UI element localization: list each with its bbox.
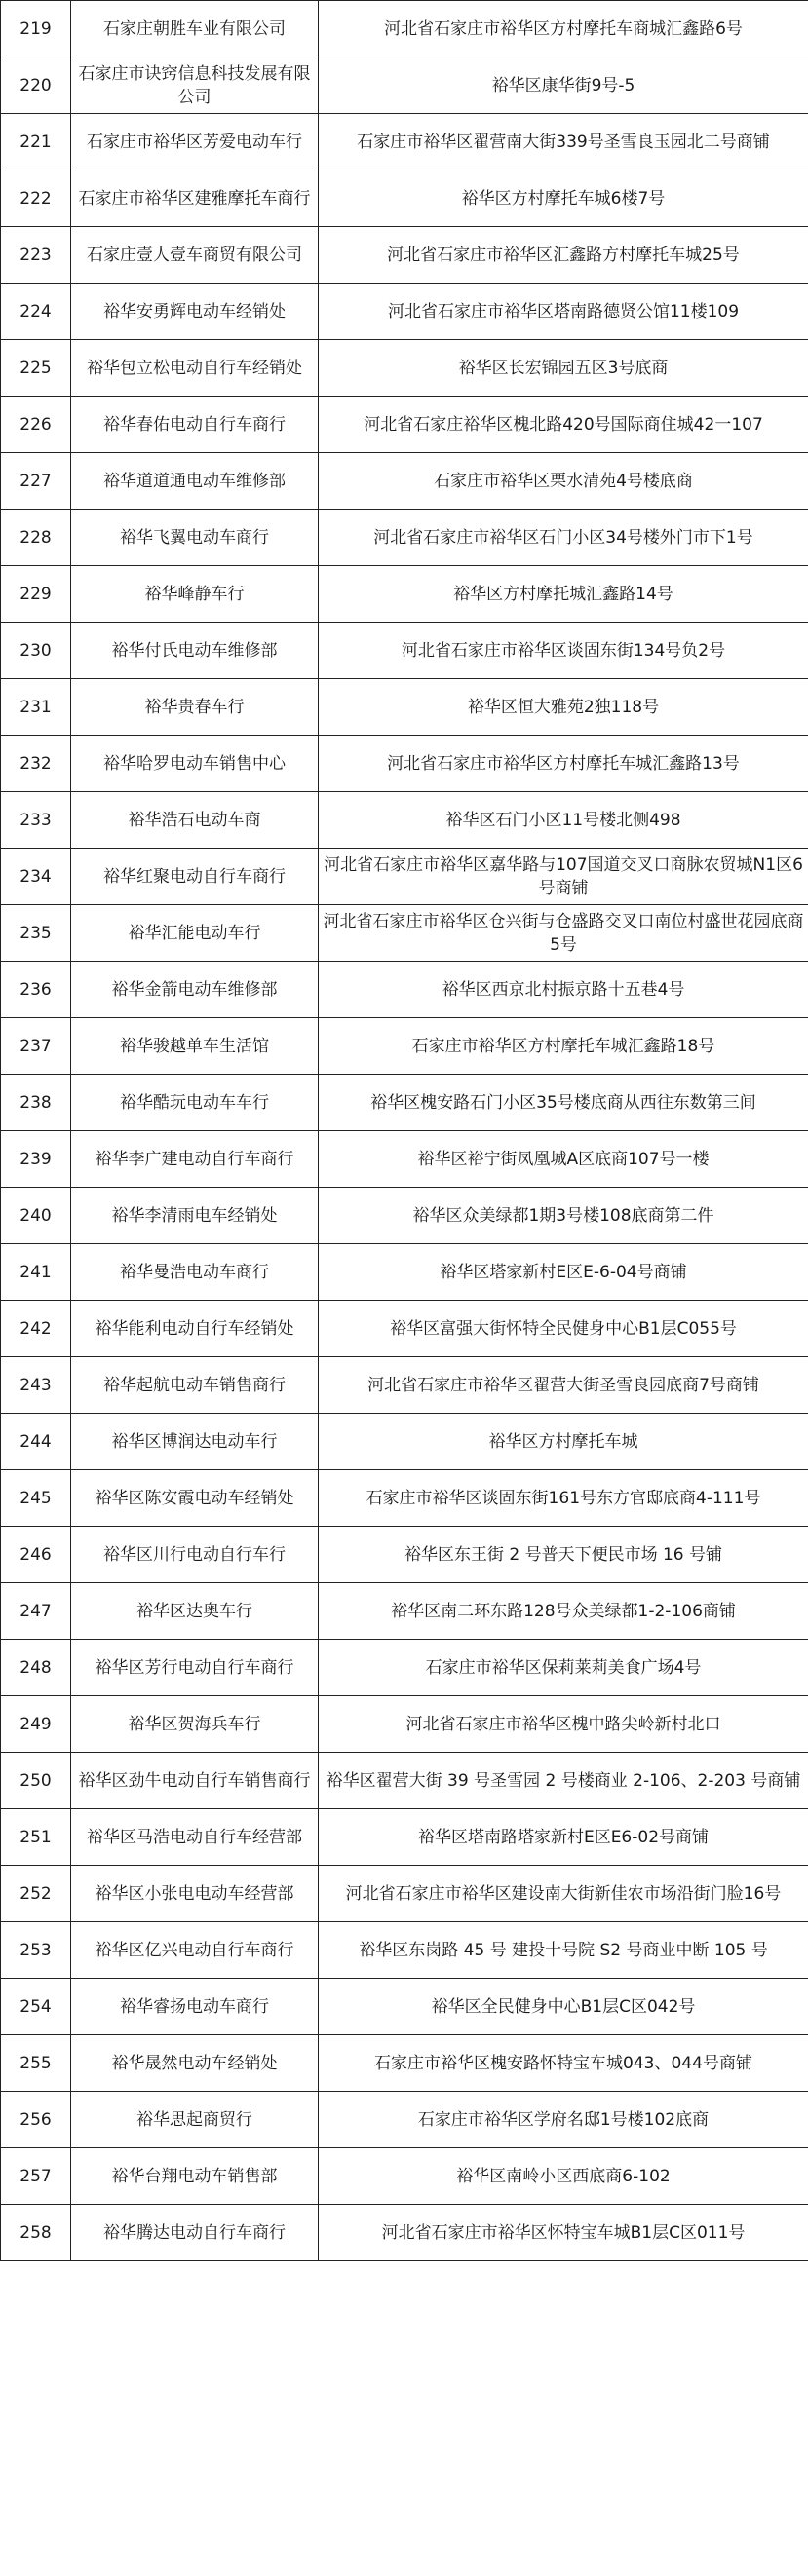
table-row [1, 1696, 808, 1753]
row-number: 247 [1, 1583, 71, 1640]
business-address: 石家庄市裕华区方村摩托车城汇鑫路18号 [319, 1018, 808, 1075]
business-name: 裕华道道通电动车维修部 [71, 453, 319, 510]
table-row [1, 397, 808, 453]
business-address: 河北省石家庄市裕华区仓兴街与仓盛路交叉口南位村盛世花园底商5号 [319, 905, 808, 962]
business-name: 裕华金箭电动车维修部 [71, 962, 319, 1018]
business-name: 裕华付氏电动车维修部 [71, 623, 319, 679]
table-row [1, 905, 808, 962]
business-address: 裕华区方村摩托城汇鑫路14号 [319, 566, 808, 623]
business-name: 裕华贵春车行 [71, 679, 319, 736]
business-name: 裕华思起商贸行 [71, 2092, 319, 2148]
business-address: 裕华区西京北村振京路十五巷4号 [319, 962, 808, 1018]
row-number: 226 [1, 397, 71, 453]
table-row [1, 962, 808, 1018]
table-row [1, 1357, 808, 1414]
business-address: 石家庄市裕华区槐安路怀特宝车城043、044号商铺 [319, 2035, 808, 2092]
business-address: 裕华区翟营大街 39 号圣雪园 2 号楼商业 2-106、2-203 号商铺 [319, 1753, 808, 1809]
business-name: 裕华飞翼电动车商行 [71, 510, 319, 566]
table-row [1, 792, 808, 849]
business-address: 裕华区康华街9号-5 [319, 57, 808, 114]
business-address: 河北省石家庄市裕华区怀特宝车城B1层C区011号 [319, 2205, 808, 2261]
table-row [1, 1, 808, 57]
table-row [1, 1866, 808, 1922]
row-number: 248 [1, 1640, 71, 1696]
row-number: 257 [1, 2148, 71, 2205]
row-number: 254 [1, 1979, 71, 2035]
business-address: 裕华区槐安路石门小区35号楼底商从西往东数第三间 [319, 1075, 808, 1131]
business-name: 裕华曼浩电动车商行 [71, 1244, 319, 1301]
row-number: 251 [1, 1809, 71, 1866]
table-row [1, 679, 808, 736]
table-row [1, 1018, 808, 1075]
row-number: 224 [1, 284, 71, 340]
row-number: 230 [1, 623, 71, 679]
business-name: 裕华区陈安霞电动车经销处 [71, 1470, 319, 1527]
row-number: 219 [1, 1, 71, 57]
business-name: 裕华区小张电电动车经营部 [71, 1866, 319, 1922]
business-address: 裕华区全民健身中心B1层C区042号 [319, 1979, 808, 2035]
row-number: 256 [1, 2092, 71, 2148]
table-row [1, 170, 808, 227]
business-address: 裕华区南岭小区西底商6-102 [319, 2148, 808, 2205]
table-row [1, 2148, 808, 2205]
business-address: 裕华区众美绿都1期3号楼108底商第二件 [319, 1188, 808, 1244]
business-address: 河北省石家庄市裕华区塔南路德贤公馆11楼109 [319, 284, 808, 340]
table-row [1, 510, 808, 566]
business-name: 裕华起航电动车销售商行 [71, 1357, 319, 1414]
business-address: 裕华区富强大街怀特全民健身中心B1层C055号 [319, 1301, 808, 1357]
table-row [1, 849, 808, 905]
row-number: 258 [1, 2205, 71, 2261]
table-row [1, 1301, 808, 1357]
table-row [1, 1527, 808, 1583]
row-number: 221 [1, 114, 71, 170]
business-name: 裕华骏越单车生活馆 [71, 1018, 319, 1075]
row-number: 234 [1, 849, 71, 905]
table-row [1, 1414, 808, 1470]
row-number: 240 [1, 1188, 71, 1244]
business-address: 河北省石家庄市裕华区石门小区34号楼外门市下1号 [319, 510, 808, 566]
business-name: 裕华区贺海兵车行 [71, 1696, 319, 1753]
business-name: 石家庄市诀窍信息科技发展有限公司 [71, 57, 319, 114]
row-number: 225 [1, 340, 71, 397]
business-name: 裕华包立松电动自行车经销处 [71, 340, 319, 397]
business-address: 石家庄市裕华区学府名邸1号楼102底商 [319, 2092, 808, 2148]
business-address: 裕华区东王街 2 号普天下便民市场 16 号铺 [319, 1527, 808, 1583]
row-number: 227 [1, 453, 71, 510]
business-name: 石家庄壹人壹车商贸有限公司 [71, 227, 319, 284]
business-name: 裕华晟然电动车经销处 [71, 2035, 319, 2092]
business-name: 裕华李广建电动自行车商行 [71, 1131, 319, 1188]
business-name: 裕华台翔电动车销售部 [71, 2148, 319, 2205]
business-address: 石家庄市裕华区翟营南大街339号圣雪良玉园北二号商铺 [319, 114, 808, 170]
business-name: 裕华能利电动自行车经销处 [71, 1301, 319, 1357]
business-name: 裕华区达奥车行 [71, 1583, 319, 1640]
business-name: 裕华区亿兴电动自行车商行 [71, 1922, 319, 1979]
row-number: 239 [1, 1131, 71, 1188]
business-address: 石家庄市裕华区栗水清苑4号楼底商 [319, 453, 808, 510]
table-row [1, 1922, 808, 1979]
row-number: 252 [1, 1866, 71, 1922]
business-address: 裕华区长宏锦园五区3号底商 [319, 340, 808, 397]
business-address: 河北省石家庄市裕华区建设南大街新佳农市场沿街门脸16号 [319, 1866, 808, 1922]
row-number: 231 [1, 679, 71, 736]
business-name: 裕华峰静车行 [71, 566, 319, 623]
row-number: 236 [1, 962, 71, 1018]
table-row [1, 2205, 808, 2261]
row-number: 228 [1, 510, 71, 566]
row-number: 244 [1, 1414, 71, 1470]
business-address: 石家庄市裕华区保莉莱莉美食广场4号 [319, 1640, 808, 1696]
business-address: 石家庄市裕华区谈固东街161号东方官邸底商4-111号 [319, 1470, 808, 1527]
business-address: 河北省石家庄市裕华区方村摩托车商城汇鑫路6号 [319, 1, 808, 57]
table-row [1, 623, 808, 679]
table-row [1, 1753, 808, 1809]
business-name: 石家庄市裕华区建雅摩托车商行 [71, 170, 319, 227]
business-address: 裕华区恒大雅苑2独118号 [319, 679, 808, 736]
business-address: 河北省石家庄市裕华区翟营大街圣雪良园底商7号商铺 [319, 1357, 808, 1414]
table-row [1, 2092, 808, 2148]
table-row [1, 340, 808, 397]
row-number: 242 [1, 1301, 71, 1357]
business-name: 石家庄朝胜车业有限公司 [71, 1, 319, 57]
table-row [1, 227, 808, 284]
business-address: 裕华区南二环东路128号众美绿都1-2-106商铺 [319, 1583, 808, 1640]
table-row [1, 284, 808, 340]
business-address: 裕华区方村摩托车城 [319, 1414, 808, 1470]
business-name: 裕华哈罗电动车销售中心 [71, 736, 319, 792]
business-name: 裕华春佑电动自行车商行 [71, 397, 319, 453]
table-row [1, 453, 808, 510]
table-row [1, 1470, 808, 1527]
table-row [1, 2035, 808, 2092]
business-name: 裕华区博润达电动车行 [71, 1414, 319, 1470]
table-row [1, 1979, 808, 2035]
business-address: 裕华区方村摩托车城6楼7号 [319, 170, 808, 227]
row-number: 222 [1, 170, 71, 227]
business-name: 裕华安勇辉电动车经销处 [71, 284, 319, 340]
row-number: 250 [1, 1753, 71, 1809]
business-name: 裕华睿扬电动车商行 [71, 1979, 319, 2035]
table-row [1, 566, 808, 623]
table-row [1, 1244, 808, 1301]
row-number: 243 [1, 1357, 71, 1414]
business-name: 裕华腾达电动自行车商行 [71, 2205, 319, 2261]
business-address: 裕华区石门小区11号楼北侧498 [319, 792, 808, 849]
row-number: 238 [1, 1075, 71, 1131]
business-address: 河北省石家庄裕华区槐北路420号国际商住城42一107 [319, 397, 808, 453]
row-number: 255 [1, 2035, 71, 2092]
row-number: 249 [1, 1696, 71, 1753]
business-name: 裕华区马浩电动自行车经营部 [71, 1809, 319, 1866]
business-name: 裕华浩石电动车商 [71, 792, 319, 849]
business-address: 裕华区塔南路塔家新村E区E6-02号商铺 [319, 1809, 808, 1866]
row-number: 246 [1, 1527, 71, 1583]
table-row [1, 1809, 808, 1866]
row-number: 223 [1, 227, 71, 284]
row-number: 235 [1, 905, 71, 962]
row-number: 253 [1, 1922, 71, 1979]
business-address: 河北省石家庄市裕华区汇鑫路方村摩托车城25号 [319, 227, 808, 284]
row-number: 220 [1, 57, 71, 114]
business-address: 裕华区东岗路 45 号 建投十号院 S2 号商业中断 105 号 [319, 1922, 808, 1979]
business-address: 裕华区塔家新村E区E-6-04号商铺 [319, 1244, 808, 1301]
table-row [1, 1640, 808, 1696]
row-number: 233 [1, 792, 71, 849]
row-number: 232 [1, 736, 71, 792]
business-name: 裕华李清雨电车经销处 [71, 1188, 319, 1244]
table-row [1, 57, 808, 114]
table-row [1, 736, 808, 792]
row-number: 241 [1, 1244, 71, 1301]
business-name: 裕华汇能电动车行 [71, 905, 319, 962]
business-name: 裕华区川行电动自行车行 [71, 1527, 319, 1583]
business-address: 河北省石家庄市裕华区嘉华路与107国道交叉口商脉农贸城N1区6号商铺 [319, 849, 808, 905]
table-row [1, 1583, 808, 1640]
business-name: 裕华区劲牛电动自行车销售商行 [71, 1753, 319, 1809]
row-number: 245 [1, 1470, 71, 1527]
business-address: 河北省石家庄市裕华区槐中路尖岭新村北口 [319, 1696, 808, 1753]
business-name: 裕华酷玩电动车车行 [71, 1075, 319, 1131]
table-row [1, 1188, 808, 1244]
table-row [1, 114, 808, 170]
business-name: 裕华红聚电动自行车商行 [71, 849, 319, 905]
table-row [1, 1131, 808, 1188]
business-name: 裕华区芳行电动自行车商行 [71, 1640, 319, 1696]
dealer-table-body [1, 1, 808, 2261]
row-number: 237 [1, 1018, 71, 1075]
table-row [1, 1075, 808, 1131]
row-number: 229 [1, 566, 71, 623]
business-address: 裕华区裕宁街凤凰城A区底商107号一楼 [319, 1131, 808, 1188]
business-name: 石家庄市裕华区芳爱电动车行 [71, 114, 319, 170]
business-address: 河北省石家庄市裕华区谈固东街134号负2号 [319, 623, 808, 679]
business-address: 河北省石家庄市裕华区方村摩托车城汇鑫路13号 [319, 736, 808, 792]
